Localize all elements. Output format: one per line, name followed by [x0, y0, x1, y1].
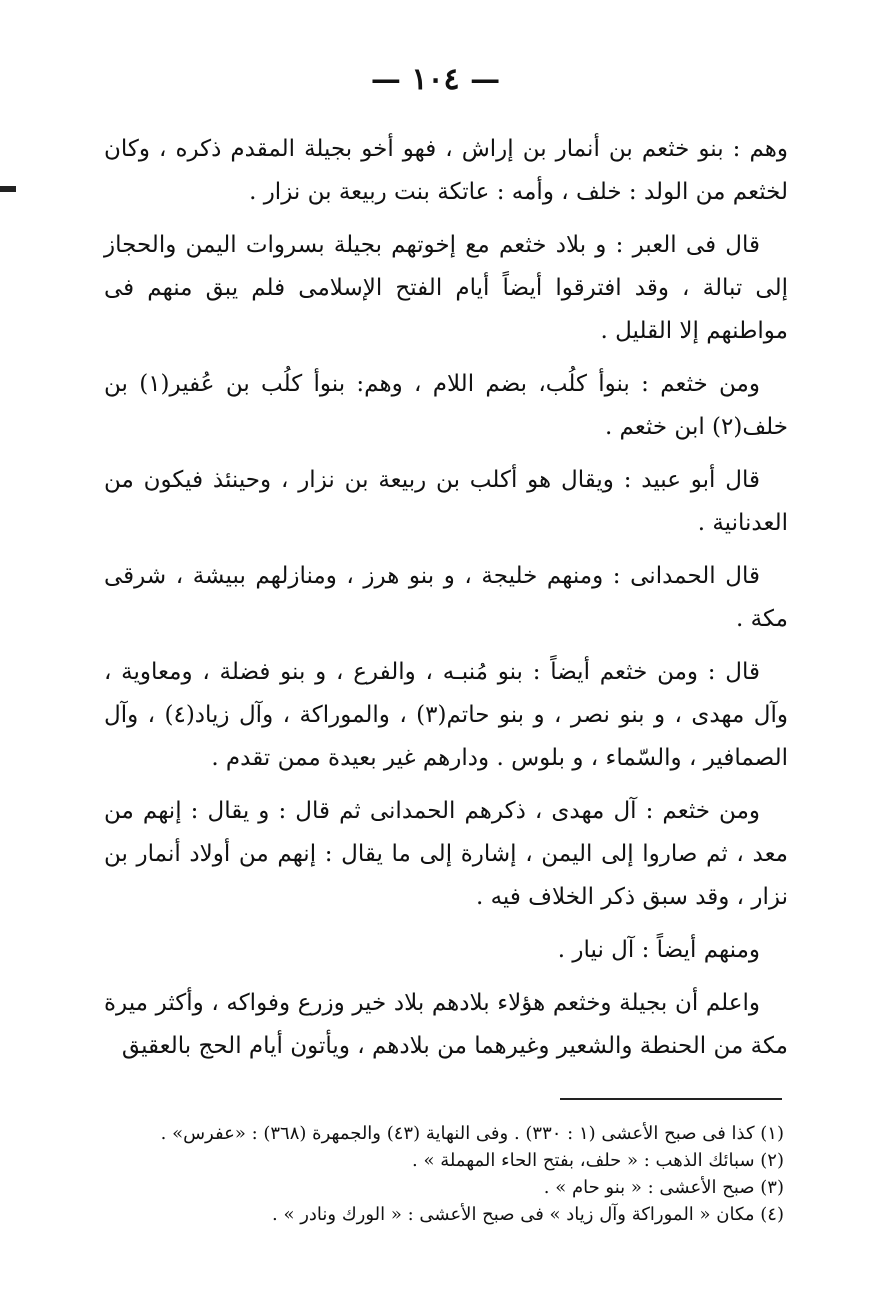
- paragraph-8: ومنهم أيضاً : آل نيار .: [557, 937, 760, 963]
- footnote-2: (٢) سبائك الذهب : « حلف، بفتح الحاء المهملة » .: [412, 1150, 784, 1171]
- paragraph-3: ومن خثعم : بنوأ كلُب، بضم اللام ، وهم: بنوأ كلُب بن عُفير(١) بن خلف(٢) ابن خثعم .: [104, 371, 788, 440]
- paragraph-7: ومن خثعم : آل مهدى ، ذكرهم الحمدانى ثم قال : و يقال : إنهم من معد ، ثم صاروا إلى اليمن ، إشارة إلى ما يقال : إنهم من أولاد أنمار بن نزار ، وقد سبق ذكر الخلاف فيه .: [104, 798, 788, 910]
- paragraph-2: قال فى العبر : و بلاد خثعم مع إخوتهم بجيلة بسروات اليمن والحجاز إلى تبالة ، وقد افترقوا أيضاً أيام الفتح الإسلامى فلم يبق منهم فى مواطنهم إلا القليل .: [104, 232, 788, 344]
- footnote-4: (٤) مكان « الموراكة وآل زياد » فى صبح الأعشى : « الورك ونادر » .: [272, 1204, 784, 1225]
- page-number: — ١٠٤ —: [370, 62, 501, 97]
- paragraph-9: واعلم أن بجيلة وخثعم هؤلاء بلادهم بلاد خير وزرع وفواكه ، وأكثر ميرة مكة من الحنطة والشعير وغيرهما من بلادهم ، ويأتون أيام الحج بالعقيق: [104, 990, 788, 1059]
- paragraph-1: وهم : بنو خثعم بن أنمار بن إراش ، فهو أخو بجيلة المقدم ذكره ، وكان لخثعم من الولد : خلف ، وأمه : عاتكة بنت ربيعة بن نزار .: [104, 136, 788, 205]
- paragraph-6: قال : ومن خثعم أيضاً : بنو مُنبـه ، والفرع ، و بنو فضلة ، ومعاوية ، وآل مهدى ، و بنو نصر ، و بنو حاتم(٣) ، والموراكة ، وآل زياد(٤) ، وآل الصمافير ، والسّماء ، و بلوس . ودارهم غير بعيدة ممن تقدم .: [104, 659, 788, 771]
- footnote-3: (٣) صبح الأعشى : « بنو حام » .: [543, 1177, 784, 1198]
- paragraph-5: قال الحمدانى : ومنهم خليجة ، و بنو هرز ، ومنازلهم ببيشة ، شرقى مكة .: [104, 563, 788, 632]
- footnote-1: (١) كذا فى صبح الأعشى (١ : ٣٣٠) . وفى النهاية (٤٣) والجمهرة (٣٦٨) : «عفرس» .: [160, 1123, 784, 1144]
- scan-edge-mark: [0, 186, 16, 192]
- main-text: [104, 128, 788, 1078]
- footnotes: [150, 1120, 784, 1228]
- footnote-divider: [560, 1098, 782, 1100]
- paragraph-4: قال أبو عبيد : ويقال هو أكلب بن ربيعة بن نزار ، وحينئذ فيكون من العدنانية .: [104, 467, 788, 536]
